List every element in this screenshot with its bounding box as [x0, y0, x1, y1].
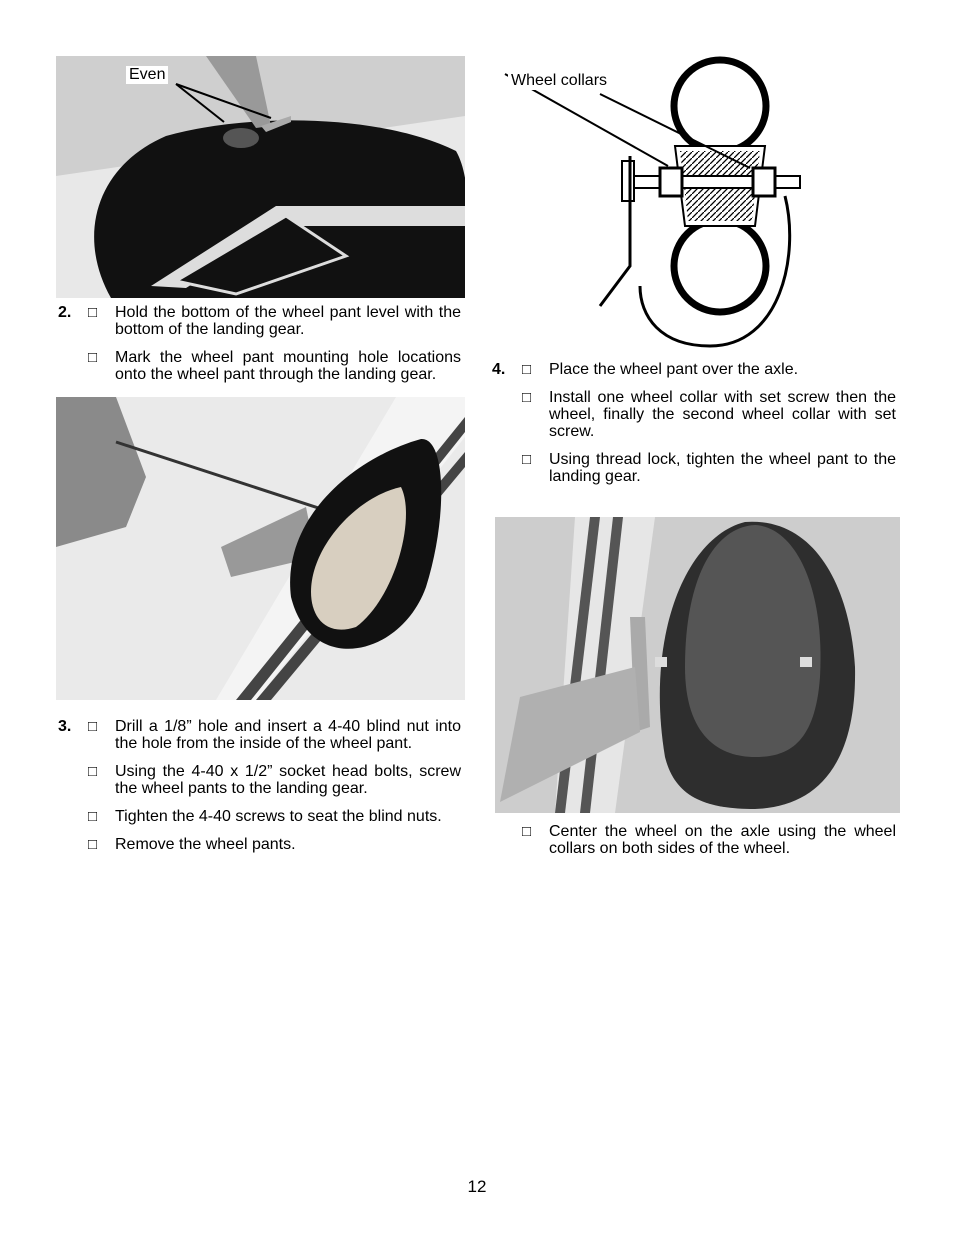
- step-3: [58, 718, 461, 864]
- figure-label-even: Even: [126, 66, 168, 84]
- step-number: 4.: [492, 361, 506, 378]
- step-2-item-1: [58, 304, 461, 338]
- photo-wheel-pant-alignment: [56, 56, 465, 298]
- instruction-text: Using the 4-40 x 1/2” socket head bolts, screw the wheel pants to the landing gear.: [115, 763, 461, 797]
- checkbox[interactable]: □: [522, 451, 532, 468]
- diagram-wheel-collars: [500, 56, 810, 356]
- instruction-text: Tighten the 4-40 screws to seat the blind nuts.: [115, 808, 442, 825]
- photo-wheel-installed: [495, 517, 900, 813]
- checkbox[interactable]: □: [88, 763, 98, 780]
- instruction-text: Using thread lock, tighten the wheel pant to the landing gear.: [549, 451, 896, 485]
- step-3-item-3: [58, 808, 461, 825]
- instruction-text: Place the wheel pant over the axle.: [549, 361, 799, 378]
- step-number: 2.: [58, 304, 72, 321]
- checkbox[interactable]: □: [88, 718, 98, 735]
- checkbox[interactable]: □: [522, 361, 532, 378]
- photo-marking-holes: [56, 397, 465, 700]
- figure-label-wheel-collars: Wheel collars: [508, 72, 610, 90]
- step-3-item-4: [58, 836, 461, 853]
- step-4-continued: [492, 823, 896, 868]
- checkbox[interactable]: □: [522, 389, 532, 406]
- step-3-item-2: [58, 763, 461, 797]
- step-3-item-1: [58, 718, 461, 752]
- instruction-text: Center the wheel on the axle using the wheel collars on both sides of the wheel.: [549, 823, 896, 857]
- step-2-item-2: [58, 349, 461, 383]
- instruction-text: Install one wheel collar with set screw then the wheel, finally the second wheel collar with set screw.: [549, 389, 896, 440]
- checkbox[interactable]: □: [88, 304, 98, 321]
- instruction-text: Drill a 1/8” hole and insert a 4-40 blind nut into the hole from the inside of the wheel pant.: [115, 718, 461, 752]
- page-number: 12: [467, 1177, 487, 1196]
- step-2: [58, 304, 461, 394]
- checkbox[interactable]: □: [88, 836, 98, 853]
- instruction-text: Remove the wheel pants.: [115, 836, 296, 853]
- step-4b-item-1: [492, 823, 896, 857]
- step-4-item-1: [492, 361, 896, 378]
- wheel-collars-diagram: [500, 56, 810, 356]
- wheel-pant-alignment-image: [56, 56, 465, 298]
- checkbox[interactable]: □: [522, 823, 532, 840]
- step-number: 3.: [58, 718, 72, 735]
- step-4-item-3: [492, 451, 896, 485]
- step-4-item-2: [492, 389, 896, 440]
- marking-holes-image: [56, 397, 465, 700]
- step-4: [492, 361, 896, 496]
- instruction-text: Hold the bottom of the wheel pant level with the bottom of the landing gear.: [115, 304, 461, 338]
- instruction-text: Mark the wheel pant mounting hole locations onto the wheel pant through the landing gear.: [115, 349, 461, 383]
- checkbox[interactable]: □: [88, 808, 98, 825]
- wheel-installed-image: [495, 517, 900, 813]
- checkbox[interactable]: □: [88, 349, 98, 366]
